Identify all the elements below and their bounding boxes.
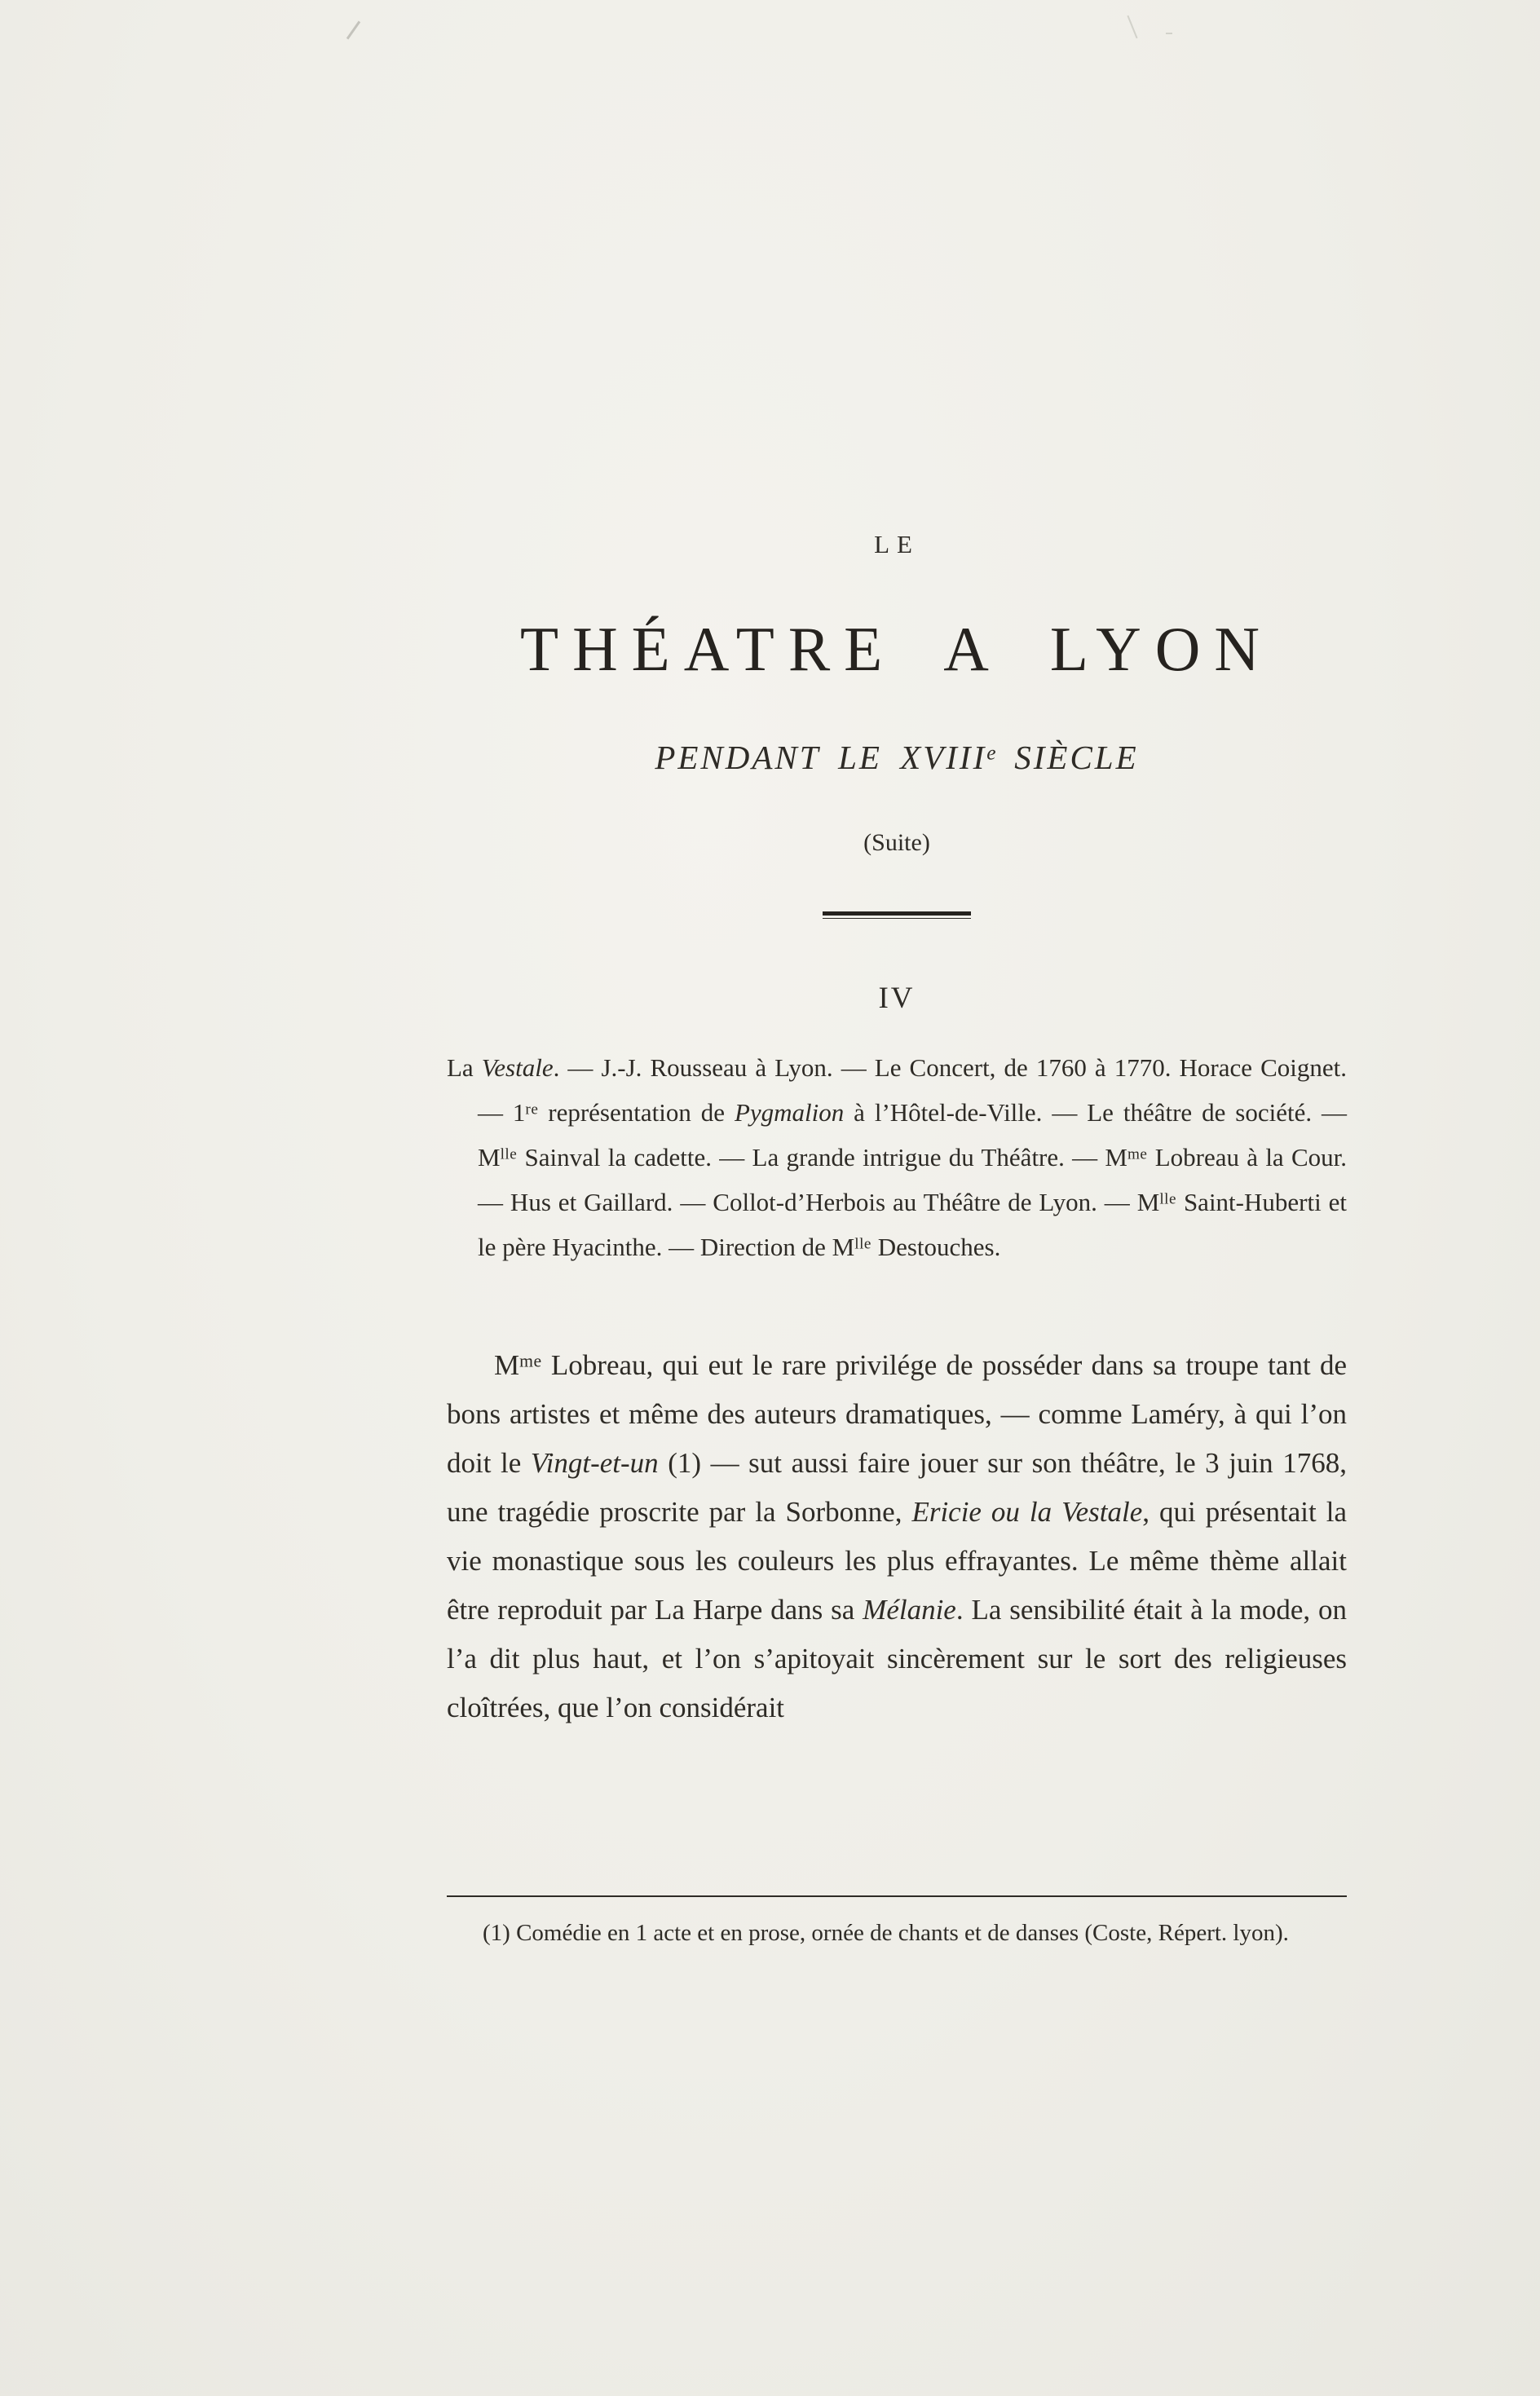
footnote-rule <box>447 1895 1347 1897</box>
scan-artifact <box>346 20 360 39</box>
page-subtitle: PENDANT LE XVIIIe SIÈCLE <box>655 739 1139 776</box>
chapter-argument: La Vestale. — J.-J. Rousseau à Lyon. — Le Concert, de 1760 à 1770. Horace Coignet. — 1re représentation de Pygmalion à l’Hôtel-de-Ville. — Le théâtre de société. — $M^{lle}$ Sainval la cadette. — La grande intrigue du Théâtre. — $M^{me}$ Lobreau à la Cour. — Hus et Gaillard. — Collot-d’Herbois au Théâtre de Lyon. — $M^{lle}$ Saint-Huberti et le père Hyacinthe. — Direction de $M^{lle}$ Destouches. <box>447 1053 1348 1261</box>
suite-note: (Suite) <box>863 829 930 856</box>
chapter-number: IV <box>878 982 916 1015</box>
footnote-text: (1) Comédie en 1 acte et en prose, ornée de chants et de danses (Coste, Répert. lyon). <box>483 1920 1289 1946</box>
body-paragraph: $M^{me}$ Lobreau, qui eut le rare privilége de posséder dans sa troupe tant de bons artistes et même des auteurs dramatiques, — comme Laméry, à qui l’on doit le Vingt-et-un (1) — sut aussi faire jouer sur son théâtre, le 3 juin 1768, une tragédie proscrite par la Sorbonne, Ericie ou la Vestale, qui présentait la vie monastique sous les couleurs les plus effrayantes. Le même thème allait être reproduit par La Harpe dans sa Mélanie. La sensibilité était à la mode, on l’a dit plus haut, et l’on s’apitoyait sincèrement sur le sort des religieuses cloîtrées, que l’on considérait <box>447 1349 1347 1723</box>
series-label: LE <box>874 530 920 558</box>
section-divider <box>823 911 971 919</box>
text-column <box>447 0 1347 2396</box>
page-title: THÉATRE A LYON <box>520 614 1273 684</box>
